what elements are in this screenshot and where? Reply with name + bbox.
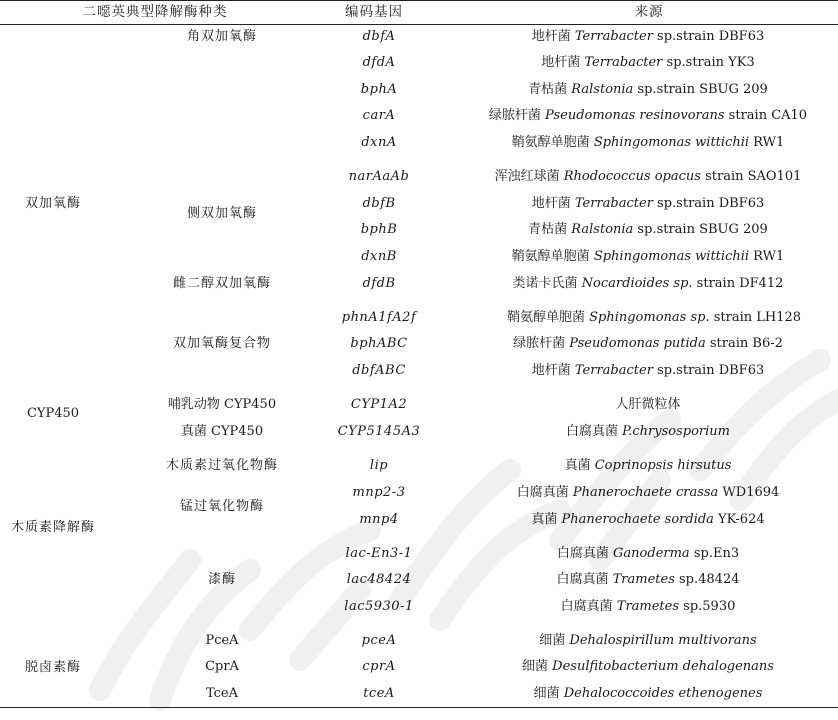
- source-cell: [541, 55, 755, 71]
- source-species: Desulfitobacterium dehalogenans: [552, 659, 774, 674]
- source-cell: [531, 512, 764, 528]
- source-chinese: 真菌: [564, 458, 595, 473]
- source-strain: YK-624: [713, 512, 765, 527]
- source-species: Phanerochaete crassa: [572, 485, 719, 500]
- gene-cell: lac48424: [346, 572, 412, 587]
- source-cell: [566, 424, 730, 440]
- subtype-tcea: TceA: [205, 686, 239, 701]
- subtype-cpra: CprA: [205, 659, 239, 674]
- gene-cell: lac-En3-1: [345, 546, 413, 561]
- header-gene: 编码基因: [345, 4, 403, 20]
- gene-cell: dxnB: [361, 249, 397, 264]
- subtype-estradiol-dioxygenase: 雌二醇双加氧酶: [172, 276, 272, 291]
- category-dioxygenase: 双加氧酶: [24, 196, 82, 211]
- source-chinese: 细菌: [539, 633, 570, 648]
- source-cell: [557, 546, 739, 562]
- source-strain: sp.strain DBF63: [652, 363, 765, 378]
- source-species: Nocardioides sp.: [581, 276, 693, 291]
- source-strain: sp.strain SBUG 209: [633, 222, 768, 237]
- source-cell: [532, 29, 765, 45]
- source-strain: strain CA10: [724, 108, 808, 123]
- subtype-manganese-peroxidase: 锰过氧化物酶: [179, 499, 265, 514]
- gene-cell: dbfA: [362, 29, 396, 44]
- gene-cell: dbfABC: [352, 363, 406, 378]
- source-strain: WD1694: [718, 485, 780, 500]
- source-strain: sp.En3: [689, 546, 740, 561]
- gene-cell: dfdB: [362, 276, 396, 291]
- source-chinese: 地杆菌: [541, 55, 585, 70]
- source-chinese: 青枯菌: [528, 222, 572, 237]
- source-species: Terrabacter: [584, 55, 663, 70]
- source-chinese: 白腐真菌: [556, 572, 613, 587]
- gene-cell: CYP1A2: [350, 397, 408, 412]
- source-cell: [528, 82, 768, 98]
- source-strain: RW1: [749, 249, 785, 264]
- source-chinese: 鞘氨醇单胞菌: [511, 135, 594, 150]
- source-species: Ralstonia: [571, 82, 634, 97]
- subtype-mammal-cyp450: 哺乳动物 CYP450: [167, 397, 277, 412]
- gene-cell: dbfB: [362, 196, 396, 211]
- source-strain: RW1: [749, 135, 785, 150]
- source-chinese: 白腐真菌: [566, 424, 623, 439]
- source-chinese: 绿脓杆菌: [513, 336, 570, 351]
- category-cyp450: CYP450: [26, 406, 80, 421]
- source-cell: [507, 310, 801, 326]
- gene-cell: carA: [362, 108, 396, 123]
- source-species: Coprinopsis hirsutus: [594, 458, 732, 473]
- gene-cell: bphA: [360, 82, 398, 97]
- source-species: Ganoderma: [613, 546, 690, 561]
- source-strain: strain DF412: [692, 276, 784, 291]
- source-strain: sp.strain DBF63: [652, 29, 765, 44]
- gene-cell: dxnA: [361, 135, 397, 150]
- source-chinese: 浑浊红球菌: [494, 169, 564, 184]
- source-cell: [556, 572, 739, 588]
- source-chinese: 细菌: [533, 686, 564, 701]
- gene-cell: tceA: [363, 686, 395, 701]
- source-chinese: 白腐真菌: [560, 599, 617, 614]
- gene-cell: lip: [369, 458, 389, 473]
- source-chinese: 真菌: [531, 512, 562, 527]
- source-species: Terrabacter: [574, 29, 653, 44]
- source-cell: [513, 336, 783, 352]
- source-chinese: 类诺卡氏菌: [512, 276, 582, 291]
- gene-cell: CYP5145A3: [337, 424, 421, 439]
- source-strain: strain LH128: [709, 310, 802, 325]
- source-species: Pseudomonas resinovorans: [545, 108, 725, 123]
- subtype-dioxygenase-complex: 双加氧酶复合物: [172, 336, 272, 351]
- table-header-rule: [0, 24, 838, 25]
- source-species: Terrabacter: [574, 196, 653, 211]
- category-dehalogenase: 脱卤素酶: [24, 660, 82, 675]
- source-chinese: 细菌: [522, 659, 553, 674]
- gene-cell: bphB: [360, 222, 398, 237]
- source-cell: [528, 222, 768, 238]
- source-species: Pseudomonas putida: [569, 336, 706, 351]
- source-chinese: 青枯菌: [528, 82, 572, 97]
- source-strain: strain SAO101: [700, 169, 802, 184]
- source-species: Terrabacter: [574, 363, 653, 378]
- header-source: 来源: [634, 4, 664, 20]
- gene-cell: bphABC: [350, 336, 408, 351]
- source-chinese: 鞘氨醇单胞菌: [506, 310, 590, 325]
- source-species: Sphingomonas sp.: [589, 310, 710, 325]
- source-cell: [532, 196, 765, 212]
- subtype-lignin-peroxidase: 木质素过氧化物酶: [165, 458, 279, 473]
- gene-cell: narAaAb: [348, 169, 410, 184]
- source-species: Ralstonia: [571, 222, 634, 237]
- source-strain: sp.strain DBF63: [652, 196, 765, 211]
- source-species: P.chrysosporium: [622, 424, 730, 439]
- source-cell: [512, 249, 785, 265]
- source-cell: [539, 633, 756, 649]
- source-species: Sphingomonas wittichii: [593, 249, 750, 264]
- subtype-angular-dioxygenase: 角双加氧酶: [186, 29, 258, 44]
- source-species: Dehalococcoides ethenogenes: [563, 686, 763, 701]
- source-species: Trametes: [612, 572, 675, 587]
- source-cell: [561, 599, 736, 615]
- source-chinese: 白腐真菌: [556, 546, 614, 561]
- gene-cell: lac5930-1: [344, 599, 414, 614]
- source-cell: [565, 458, 732, 474]
- source-cell: [489, 108, 807, 124]
- source-strain: sp.48424: [674, 572, 740, 587]
- source-cell: [522, 659, 774, 675]
- source-strain: sp.strain SBUG 209: [633, 82, 768, 97]
- source-cell: [512, 135, 785, 151]
- source-species: Phanerochaete sordida: [561, 512, 714, 527]
- source-chinese: 鞘氨醇单胞菌: [511, 249, 594, 264]
- source-species: Rhodococcus opacus: [563, 169, 701, 184]
- source-chinese: 绿脓杆菌: [488, 108, 546, 123]
- table-bottom-rule: [0, 707, 838, 708]
- source-strain: sp.strain YK3: [662, 55, 755, 70]
- source-species: Trametes: [616, 599, 680, 614]
- subtype-lateral-dioxygenase: 侧双加氧酶: [186, 206, 258, 221]
- source-cell: [513, 276, 784, 292]
- source-chinese: 白腐真菌: [516, 485, 573, 500]
- source-chinese: 地杆菌: [531, 29, 575, 44]
- source-cell: [534, 686, 763, 702]
- category-lignin-enzyme: 木质素降解酶: [10, 520, 96, 535]
- table-top-rule: [0, 0, 838, 1]
- source-chinese: 人肝微粒体: [615, 397, 681, 412]
- gene-cell: cprA: [362, 659, 396, 674]
- subtype-pcea: PceA: [205, 633, 239, 648]
- gene-cell: mnp4: [359, 512, 399, 527]
- source-species: Sphingomonas wittichii: [593, 135, 750, 150]
- source-cell: [615, 397, 680, 413]
- header-enzyme-type: 二噁英典型降解酶种类: [82, 4, 228, 20]
- source-strain: sp.5930: [679, 599, 736, 614]
- subtype-laccase: 漆酶: [207, 572, 237, 587]
- source-cell: [532, 363, 765, 379]
- source-cell: [495, 169, 802, 185]
- source-chinese: 地杆菌: [531, 196, 575, 211]
- source-species: Dehalospirillum multivorans: [569, 633, 757, 648]
- source-cell: [517, 485, 780, 501]
- gene-cell: mnp2-3: [352, 485, 406, 500]
- gene-cell: dfdA: [362, 55, 396, 70]
- source-strain: strain B6-2: [705, 336, 783, 351]
- gene-cell: phnA1fA2f: [341, 310, 417, 325]
- source-chinese: 地杆菌: [531, 363, 575, 378]
- subtype-fungal-cyp450: 真菌 CYP450: [180, 424, 264, 439]
- gene-cell: pceA: [361, 633, 397, 648]
